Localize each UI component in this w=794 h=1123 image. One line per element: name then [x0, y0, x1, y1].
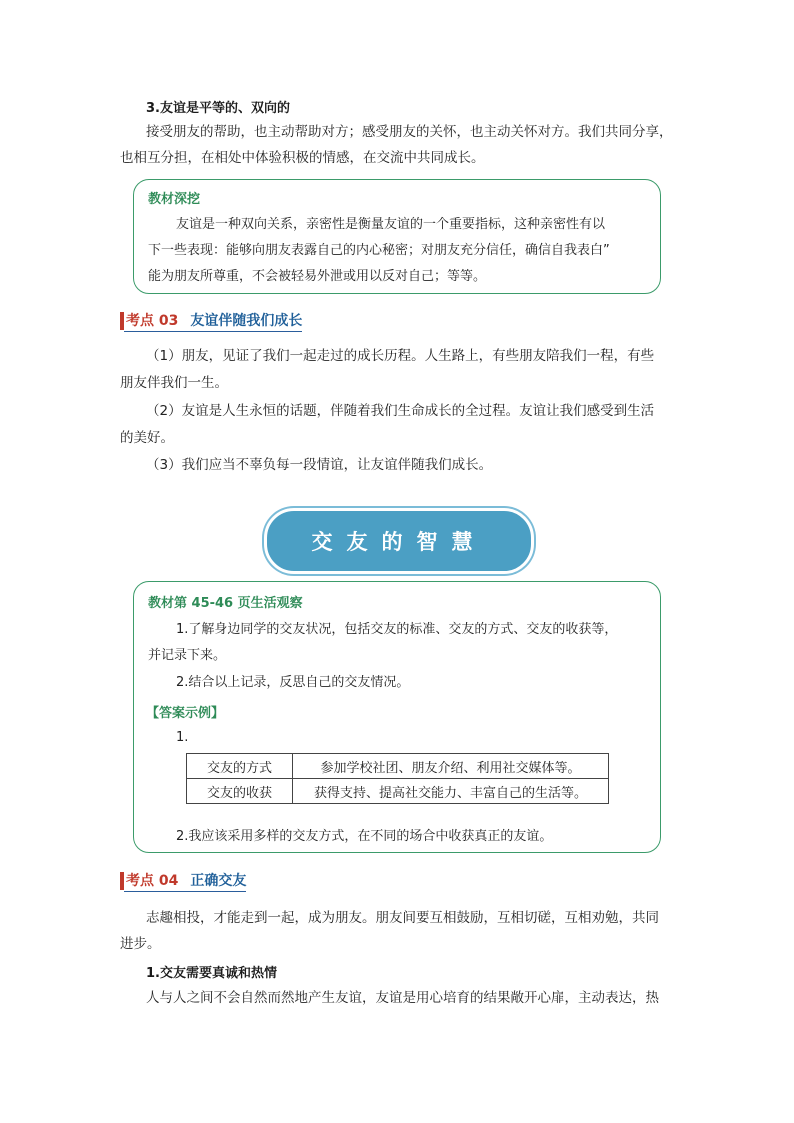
paragraph-line: 志趣相投，才能走到一起，成为朋友。朋友间要互相鼓励，互相切磋，互相劝勉，共同	[146, 910, 659, 926]
kaodian-label	[124, 310, 302, 332]
paragraph-line: 的美好。	[120, 430, 174, 446]
box-line: 能为朋友所尊重，不会被轻易外泄或用以反对自己；等等。	[148, 269, 487, 284]
kaodian-code: 考点 04	[126, 873, 179, 889]
textbook-insight-box	[133, 179, 661, 294]
table-row	[187, 779, 609, 804]
box-line: 友谊是一种双向关系，亲密性是衡量友谊的一个重要指标，这种亲密性有以	[176, 217, 606, 232]
table-cell: 交友的方式	[187, 754, 293, 779]
table-cell: 获得支持、提高社交能力、丰富自己的生活等。	[293, 779, 609, 804]
box-line: 下一些表现：能够向朋友表露自己的内心秘密；对朋友充分信任，确信自我表白”	[148, 243, 610, 258]
paragraph-line: 朋友伴我们一生。	[120, 375, 228, 391]
answer-table	[186, 753, 609, 804]
question-line: 2.结合以上记录，反思自己的交友情况。	[176, 675, 410, 690]
sub-heading: 1.交友需要真诚和热情	[146, 966, 277, 981]
table-row	[187, 754, 609, 779]
kaodian-title: 正确交友	[190, 873, 247, 889]
answer-tag: 【答案示例】	[146, 706, 225, 721]
question-line: 并记录下来。	[148, 648, 227, 663]
box-title: 教材第 45-46 页生活观察	[148, 596, 303, 611]
kaodian-title: 友谊伴随我们成长	[190, 313, 303, 329]
question-line: 1.了解身边同学的交友状况，包括交友的标准、交友的方式、交友的收获等，	[176, 622, 618, 637]
kaodian-code: 考点 03	[126, 313, 179, 329]
kaodian-label	[124, 870, 246, 892]
paragraph-line: （1）朋友，见证了我们一起走过的成长历程。人生路上，有些朋友陪我们一程，有些	[146, 348, 655, 364]
answer-number: 1.	[176, 730, 189, 745]
box-title: 教材深挖	[148, 192, 201, 207]
section-heading: 3.友谊是平等的、双向的	[146, 101, 290, 116]
paragraph-line: 人与人之间不会自然而然地产生友谊，友谊是用心培育的结果敞开心扉，主动表达，热	[146, 990, 659, 1006]
table-cell: 交友的收获	[187, 779, 293, 804]
paragraph-line: 也相互分担，在相处中体验积极的情感，在交流中共同成长。	[120, 150, 485, 166]
kaodian-03-header	[120, 310, 302, 332]
paragraph-line: 接受朋友的帮助，也主动帮助对方；感受朋友的关怀，也主动关怀对方。我们共同分享，	[146, 124, 673, 140]
paragraph-line: 进步。	[120, 936, 161, 952]
kaodian-04-header	[120, 870, 246, 892]
section-banner: 交友的智慧	[264, 508, 534, 574]
answer-line: 2.我应该采用多样的交友方式，在不同的场合中收获真正的友谊。	[176, 829, 553, 844]
table-cell: 参加学校社团、朋友介绍、利用社交媒体等。	[293, 754, 609, 779]
paragraph-line: （3）我们应当不辜负每一段情谊，让友谊伴随我们成长。	[146, 457, 493, 473]
life-observation-box	[133, 581, 661, 853]
paragraph-line: （2）友谊是人生永恒的话题，伴随着我们生命成长的全过程。友谊让我们感受到生活	[146, 403, 655, 419]
